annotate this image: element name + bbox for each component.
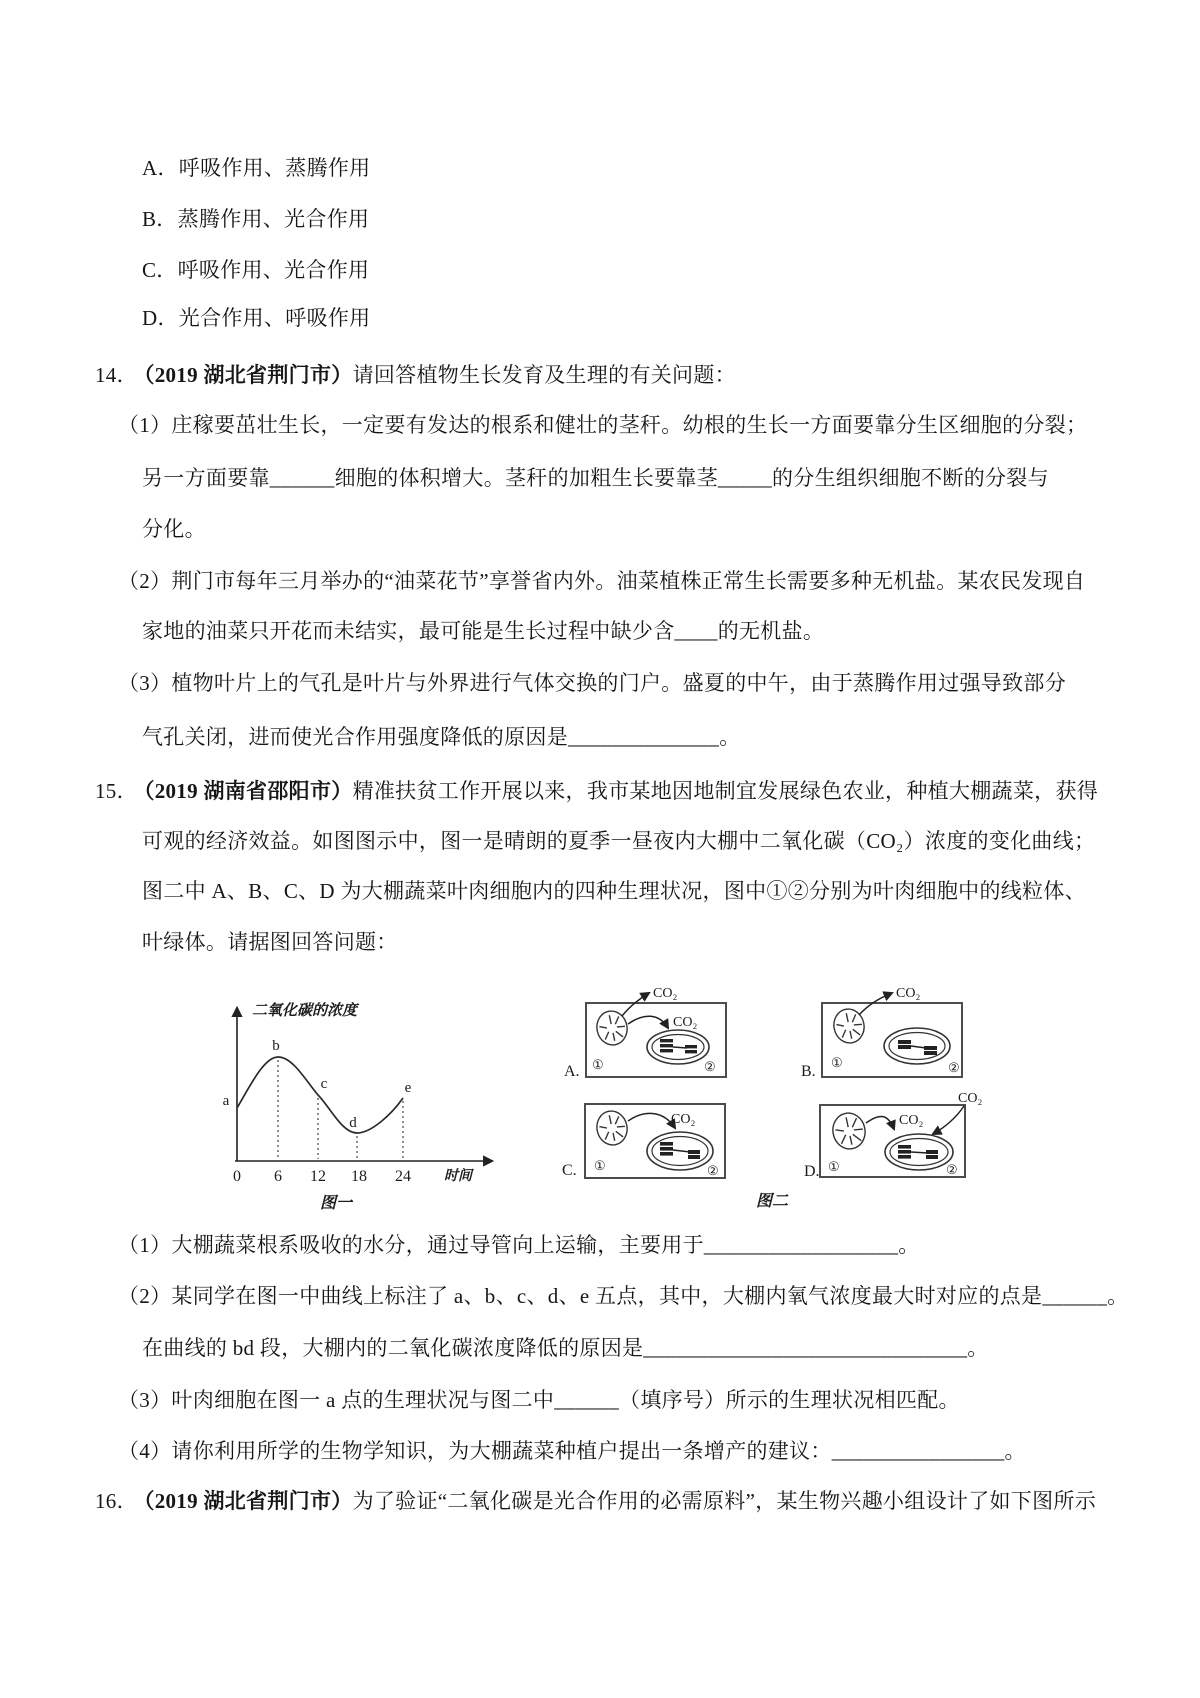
q16-intro-text: 为了验证“二氧化碳是光合作用的必需原料”，某生物兴趣小组设计了如下图所示 <box>352 1489 1097 1513</box>
co2-label-inside: CO₂ <box>673 1015 698 1030</box>
cell-d-letter: D. <box>804 1163 820 1180</box>
co2-label-inside: CO₂ <box>899 1113 924 1128</box>
q14-part1-line1: （1）庄稼要茁壮生长，一定要有发达的根系和健壮的茎秆。幼根的生长一方面要靠分生区细胞的分裂； <box>118 413 1088 437</box>
cell-a-letter: A. <box>564 1063 580 1080</box>
tick-24: 24 <box>395 1168 411 1185</box>
option-b: B．蒸腾作用、光合作用 <box>142 207 370 231</box>
option-d: D．光合作用、呼吸作用 <box>142 306 371 330</box>
co2-label-inside: CO₂ <box>671 1112 696 1127</box>
organelle-1-label: ① <box>594 1158 606 1173</box>
figure1-caption: 图一 <box>319 1195 353 1212</box>
organelle-2-label: ② <box>707 1163 719 1178</box>
organelle-1-label: ① <box>592 1057 604 1072</box>
cell-diagram-d <box>804 1091 982 1180</box>
q14-part2-line1: （2）荆门市每年三月举办的“油菜花节”享誉省内外。油菜植株正常生长需要多种无机盐。某农民发现自 <box>118 569 1086 593</box>
x-axis-label: 时间 <box>444 1169 472 1184</box>
tick-18: 18 <box>351 1168 367 1185</box>
q15-part4: （4）请你利用所学的生物学知识，为大棚蔬菜种植户提出一条增产的建议：________________。 <box>118 1439 1026 1463</box>
point-a-label: a <box>222 1093 230 1109</box>
cell-b-letter: B. <box>801 1063 816 1080</box>
q15-intro-line4: 叶绿体。请据图回答问题： <box>142 930 398 954</box>
point-d-label: d <box>349 1115 357 1131</box>
q14-number: 14． <box>95 363 138 387</box>
q15-intro-text: 精准扶贫工作开展以来，我市某地因地制宜发展绿色农业，种植大棚蔬菜，获得 <box>352 779 1099 803</box>
x-tick-labels <box>233 1168 411 1185</box>
co2-to-chloroplast-arrow <box>866 1116 894 1129</box>
cell-diagram-a <box>564 986 726 1080</box>
q15-number: 15． <box>95 779 138 803</box>
co2-out-arrow <box>622 993 649 1016</box>
figure1-co2-curve-chart <box>223 1001 492 1212</box>
co2-to-chloroplast-arrow <box>628 1016 668 1028</box>
co2-curve <box>237 1057 403 1133</box>
mitochondrion-icon <box>594 1008 630 1047</box>
tick-12: 12 <box>310 1168 326 1185</box>
organelle-2-label: ② <box>946 1162 958 1177</box>
organelle-2-label: ② <box>948 1060 960 1075</box>
tick-6: 6 <box>274 1168 282 1185</box>
organelle-2-label: ② <box>704 1059 716 1074</box>
co2-in-from-outside-arrow <box>933 1106 964 1134</box>
q14-part3-line2: 气孔关闭，进而使光合作用强度降低的原因是______________。 <box>142 725 741 749</box>
y-axis-label: 二氧化碳的浓度 <box>252 1003 358 1019</box>
organelle-1-label: ① <box>831 1055 843 1070</box>
organelle-1-label: ① <box>828 1159 840 1174</box>
q14-part1-line3: 分化。 <box>142 517 206 541</box>
q15-part2-line1: （2）某同学在图一中曲线上标注了 a、b、c、d、e 五点，其中，大棚内氧气浓度最大时对应的点是______。 <box>118 1284 1129 1308</box>
q16-source: （2019 湖北省荆门市） <box>143 1489 353 1513</box>
mitochondrion-icon <box>594 1108 630 1147</box>
q16-number: 16． <box>95 1489 138 1513</box>
q14-part1-line2: 另一方面要靠______细胞的体积增大。茎秆的加粗生长要靠茎_____的分生组织细胞不断的分裂与 <box>142 466 1049 490</box>
q14-intro-text: 请回答植物生长发育及生理的有关问题： <box>352 363 736 387</box>
cell-diagram-c <box>562 1104 725 1179</box>
mitochondrion-icon <box>830 1110 869 1152</box>
question15-figure <box>150 968 1150 1218</box>
cell-diagram-b <box>801 986 962 1080</box>
point-b-label: b <box>272 1038 280 1054</box>
option-a: A．呼吸作用、蒸腾作用 <box>142 156 371 180</box>
q15-heading <box>95 778 1098 804</box>
co2-label-outside: CO₂ <box>653 986 678 1001</box>
q15-source: （2019 湖南省邵阳市） <box>143 779 353 803</box>
co2-to-chloroplast-arrow <box>628 1113 675 1128</box>
q14-source: （2019 湖北省荆门市） <box>143 363 353 387</box>
q14-part2-line2: 家地的油菜只开花而未结实，最可能是生长过程中缺少含____的无机盐。 <box>142 619 825 643</box>
cell-c-letter: C. <box>562 1162 577 1179</box>
q16-heading <box>95 1488 1096 1514</box>
cell-c-membrane <box>585 1104 725 1178</box>
q14-part3-line1: （3）植物叶片上的气孔是叶片与外界进行气体交换的门户。盛夏的中午，由于蒸腾作用过强导致部分 <box>118 671 1066 695</box>
q15-part2-line2: 在曲线的 bd 段，大棚内的二氧化碳浓度降低的原因是______________________________。 <box>142 1336 989 1360</box>
chloroplast-icon <box>647 1030 709 1064</box>
chloroplast-icon <box>884 1028 950 1064</box>
point-e-label: e <box>404 1080 412 1096</box>
q15-part1: （1）大棚蔬菜根系吸收的水分，通过导管向上运输，主要用于__________________。 <box>118 1233 920 1257</box>
chloroplast-icon <box>647 1132 713 1170</box>
option-c: C．呼吸作用、光合作用 <box>142 258 370 282</box>
chloroplast-icon <box>885 1134 953 1170</box>
q15-part3: （3）叶肉细胞在图一 a 点的生理状况与图二中______（填序号）所示的生理状况相匹配。 <box>118 1388 960 1412</box>
q15-intro-line2: 可观的经济效益。如图图示中，图一是晴朗的夏季一昼夜内大棚中二氧化碳（CO₂）浓度的变化曲线； <box>142 829 1096 853</box>
co2-label-outside: CO₂ <box>896 986 921 1001</box>
co2-label-outside: CO₂ <box>958 1091 983 1106</box>
tick-0: 0 <box>233 1168 241 1185</box>
point-c-label: c <box>320 1076 328 1092</box>
figure2-caption: 图二 <box>755 1193 789 1210</box>
dashed-guides <box>278 1060 403 1159</box>
q14-heading <box>95 362 736 388</box>
q15-intro-line3: 图二中 A、B、C、D 为大棚蔬菜叶肉细胞内的四种生理状况，图中①②分别为叶肉细胞中的线粒体、 <box>142 879 1086 903</box>
